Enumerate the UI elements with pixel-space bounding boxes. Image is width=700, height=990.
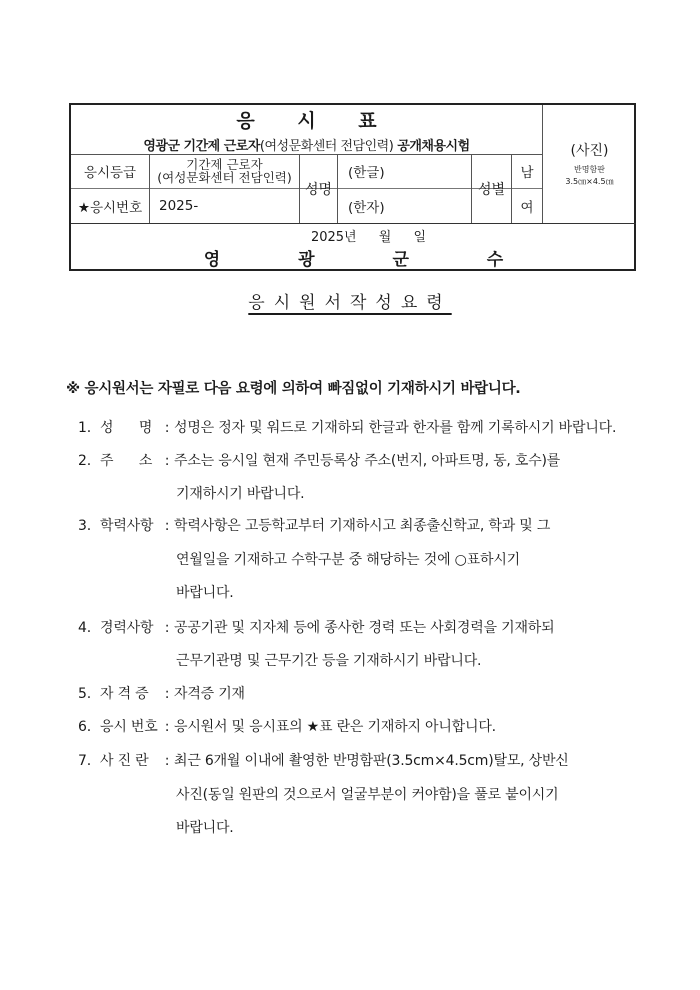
photo-size-line2: 3.5㎝×4.5㎝ (565, 177, 614, 186)
item-text: 응시원서 및 응시표의 ★표 란은 기재하지 아니합니다. (174, 719, 496, 735)
item-number: 1. (78, 420, 91, 436)
item-text-continued: 바랍니다. (176, 585, 234, 601)
item-number: 4. (78, 620, 91, 636)
name-korean-label: (한글) (348, 165, 385, 181)
gender-female-option[interactable]: 여 (520, 200, 534, 216)
grade-label: 응시등급 (83, 165, 137, 181)
item-colon: : (164, 753, 170, 769)
item-label: 주 소 (100, 453, 153, 469)
exam-number-field[interactable] (150, 189, 299, 223)
item-number: 3. (78, 518, 91, 534)
item-number: 5. (78, 686, 91, 702)
item-colon: : (164, 518, 170, 534)
item-label: 응시 번호 (100, 719, 158, 735)
item-label: 성 명 (100, 420, 153, 436)
item-number: 7. (78, 753, 91, 769)
notice-text: ※ 응시원서는 자필로 다음 요령에 의하여 빠짐없이 기재하시기 바랍니다. (66, 381, 521, 397)
photo-label: (사진) (570, 143, 609, 159)
divider (542, 105, 543, 223)
item-colon: : (164, 620, 170, 636)
item-colon: : (164, 453, 170, 469)
name-label: 성명 (304, 181, 333, 198)
subtitle-part: 공개채용시험 (393, 138, 470, 154)
guide-title (0, 288, 700, 313)
item-label: 경력사항 (100, 620, 154, 636)
item-text: 학력사항은 고등학교부터 기재하시고 최종출신학교, 학과 및 그 (174, 518, 551, 534)
guide-item-license (78, 683, 245, 703)
ticket-subtitle (143, 135, 469, 154)
item-text: 자격증 기재 (174, 686, 245, 702)
date-day: 일 (413, 229, 427, 245)
item-colon: : (164, 420, 170, 436)
exam-number-value: 2025- (159, 198, 199, 214)
item-text-continued: 바랍니다. (176, 820, 234, 836)
date-issuer-area (71, 224, 636, 271)
guide-item-photo (78, 750, 569, 770)
date-month: 월 (378, 229, 392, 245)
exam-ticket-table (69, 103, 636, 271)
item-colon: : (164, 686, 170, 702)
name-hanja-field[interactable] (338, 189, 471, 223)
ticket-title: 응 시 표 (236, 109, 395, 132)
item-text: 최근 6개월 이내에 촬영한 반명함판(3.5cm×4.5cm)탈모, 상반신 (174, 753, 569, 769)
item-number: 2. (78, 453, 91, 469)
item-label: 자 격 증 (100, 686, 149, 702)
photo-box[interactable] (543, 105, 636, 223)
issue-date (281, 226, 426, 245)
item-text-continued: 근무기관명 및 근무기간 등을 기재하시기 바랍니다. (176, 653, 482, 669)
gender-label: 성별 (477, 181, 506, 198)
name-korean-field[interactable] (338, 154, 471, 188)
item-text: 주소는 응시일 현재 주민등록상 주소(번지, 아파트명, 동, 호수)를 (174, 453, 561, 469)
item-label: 사 진 란 (100, 753, 149, 769)
item-text: 성명은 정자 및 워드로 기재하되 한글과 한자를 함께 기록하시기 바랍니다. (174, 420, 617, 436)
issuer-name: 영 광 군 수 (203, 249, 540, 270)
name-hanja-label: (한자) (348, 200, 385, 216)
guide-title-text: 응시원서작성요령 (248, 293, 452, 313)
guide-item-education (78, 515, 550, 535)
item-colon: : (164, 719, 170, 735)
subtitle-part: 영광군 기간제 근로자 (143, 138, 260, 154)
item-text-continued: 사진(동일 원판의 것으로서 얼굴부분이 커야함)을 풀로 붙이시기 (176, 787, 559, 803)
date-year: 2025년 (310, 229, 357, 245)
guide-item-name (78, 417, 616, 437)
item-number: 6. (78, 719, 91, 735)
item-text-continued: 기재하시기 바랍니다. (176, 486, 305, 502)
item-label: 학력사항 (100, 518, 154, 534)
grade-value-line1: 기간제 근로자 (186, 157, 263, 172)
item-text-continued: 연월일을 기재하고 수학구분 중 해당하는 것에 ○표하시기 (176, 552, 520, 568)
ticket-header (71, 105, 542, 154)
subtitle-part: (여성문화센터 전담인력) (259, 138, 394, 154)
exam-number-label: ★응시번호 (77, 200, 143, 216)
guide-item-exam-number (78, 716, 496, 736)
grade-value-line2: (여성문화센터 전담인력) (157, 170, 292, 185)
grade-value (150, 154, 299, 188)
gender-male-option[interactable]: 남 (520, 165, 534, 181)
guide-item-career (78, 617, 554, 637)
photo-size-line1: 반명함판 (574, 165, 605, 174)
item-text: 공공기관 및 지자체 등에 종사한 경력 또는 사회경력을 기재하되 (174, 620, 555, 636)
guide-item-address (78, 450, 560, 470)
